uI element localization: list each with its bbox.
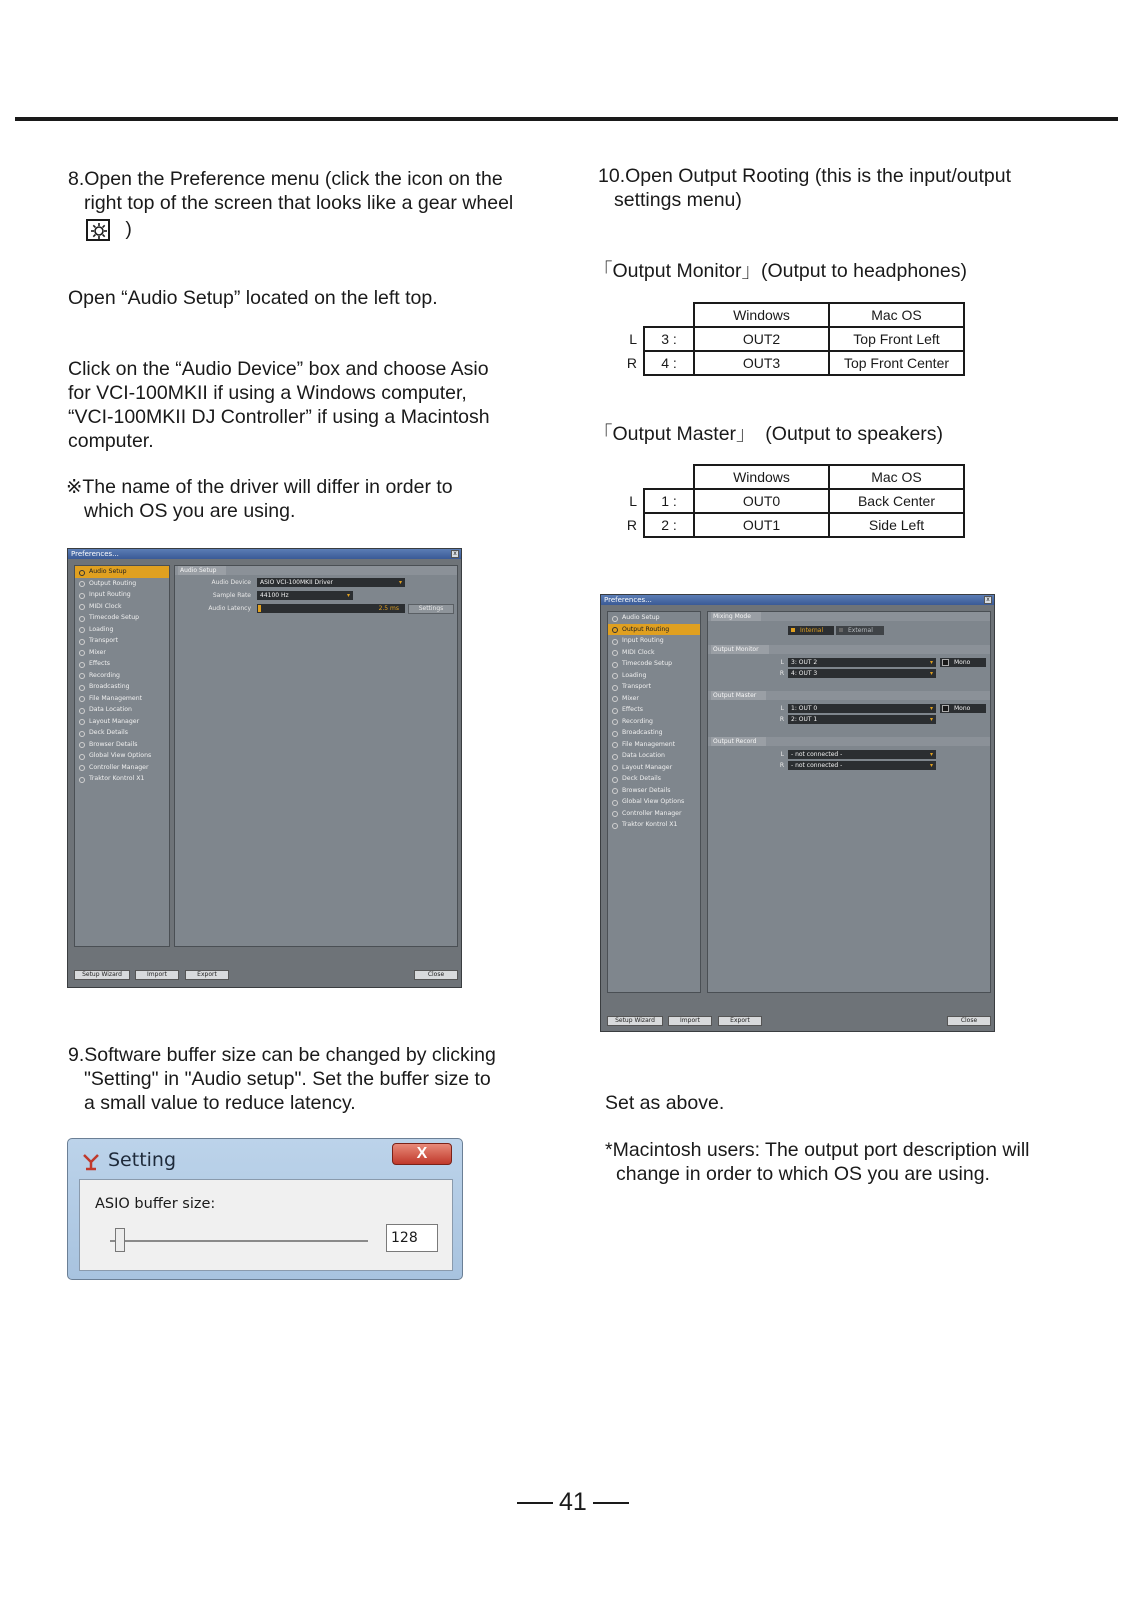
preferences-sidebar xyxy=(74,565,170,947)
chevron-down-icon: ▾ xyxy=(929,659,933,666)
driver-note: ※The name of the driver will differ in order to which OS you are using. xyxy=(66,476,453,522)
output-monitor-table xyxy=(622,302,965,376)
section-header: Output Record xyxy=(708,737,990,746)
step8-instruction: 8.Open the Preference menu (click the icon on the right top of the screen that looks like a gear wheel ) xyxy=(68,168,514,240)
app-logo-icon xyxy=(82,1151,100,1171)
sidebar-item-deck-details[interactable]: Deck Details xyxy=(75,727,169,739)
sidebar-item-input-routing[interactable]: Input Routing xyxy=(608,635,700,647)
sidebar-item-layout-manager[interactable]: Layout Manager xyxy=(608,762,700,774)
output-monitor-heading: 「Output Monitor」(Output to headphones) xyxy=(593,260,967,282)
sidebar-item-input-routing[interactable]: Input Routing xyxy=(75,589,169,601)
checkbox-icon xyxy=(942,705,949,712)
section-header: Output Monitor xyxy=(708,645,990,654)
chevron-down-icon: ▾ xyxy=(929,670,933,677)
table-row: L 1 : OUT0 Back Center xyxy=(622,489,964,513)
audio-device-label: Audio Device xyxy=(211,579,251,586)
section-header: Audio Setup xyxy=(175,566,457,575)
page-number-dash xyxy=(517,1502,553,1504)
sidebar-item-mixer[interactable]: Mixer xyxy=(75,647,169,659)
column-header-macos: Mac OS xyxy=(829,303,964,327)
sidebar-item-file-management[interactable]: File Management xyxy=(75,693,169,705)
audio-device-instruction: Click on the “Audio Device” box and choose Asio for VCI-100MKII if using a Windows computer, “VCI-100MKII DJ Controller” if using a Macintosh computer. xyxy=(68,358,490,452)
window-titlebar: Preferences... x xyxy=(601,595,994,605)
monitor-mono-toggle[interactable]: Mono xyxy=(940,658,986,667)
output-monitor-right-dropdown[interactable]: 4: OUT 3 ▾ xyxy=(788,669,936,678)
sidebar-item-recording[interactable]: Recording xyxy=(75,670,169,682)
sidebar-item-file-management[interactable]: File Management xyxy=(608,739,700,751)
settings-button[interactable]: Settings xyxy=(408,604,454,614)
chevron-down-icon: ▾ xyxy=(929,751,933,758)
chevron-down-icon: ▾ xyxy=(929,762,933,769)
sidebar-item-controller-manager[interactable]: Controller Manager xyxy=(608,808,700,820)
chevron-down-icon: ▾ xyxy=(929,705,933,712)
latency-slider-fill xyxy=(258,605,261,612)
sidebar-item-browser-details[interactable]: Browser Details xyxy=(608,785,700,797)
sidebar-item-broadcasting[interactable]: Broadcasting xyxy=(75,681,169,693)
close-button[interactable]: Close xyxy=(414,970,458,980)
output-master-right-dropdown[interactable]: 2: OUT 1 ▾ xyxy=(788,715,936,724)
sidebar-item-traktor-kontrol-x1[interactable]: Traktor Kontrol X1 xyxy=(75,773,169,785)
buffer-size-field[interactable]: 128 xyxy=(386,1224,438,1252)
toggle-indicator-icon xyxy=(791,628,795,632)
step10-instruction: 10.Open Output Rooting (this is the input/output settings menu) xyxy=(598,165,1012,211)
sidebar-item-deck-details[interactable]: Deck Details xyxy=(608,773,700,785)
output-monitor-left-dropdown[interactable]: 3: OUT 2 ▾ xyxy=(788,658,936,667)
gear-icon xyxy=(86,219,110,241)
close-button[interactable]: X xyxy=(392,1143,452,1165)
window-titlebar: Preferences... x xyxy=(68,549,461,559)
buffer-slider-track[interactable] xyxy=(110,1240,368,1242)
sample-rate-label: Sample Rate xyxy=(212,592,251,599)
audio-setup-instruction: Open “Audio Setup” located on the left top. xyxy=(68,287,438,309)
column-header-windows: Windows xyxy=(694,465,829,489)
output-record-right-dropdown[interactable]: - not connected - ▾ xyxy=(788,761,936,770)
buffer-slider-thumb[interactable] xyxy=(115,1228,125,1252)
setup-wizard-button[interactable]: Setup Wizard xyxy=(607,1016,663,1026)
header-rule xyxy=(15,117,1118,121)
output-routing-panel: Mixing Mode Internal External Output Monitor L 3: OUT 2 ▾ R 4: OUT 3 ▾ Mono Output Master L 1: OUT 0 ▾ R 2: OUT 1 ▾ Mono Output Record L - not connected - ▾ R - not connected - ▾ xyxy=(707,611,991,993)
sidebar-item-transport[interactable]: Transport xyxy=(75,635,169,647)
step9-instruction: 9.Software buffer size can be changed by clicking "Setting" in "Audio setup". Set the buffer size to a small value to reduce latency. xyxy=(68,1044,496,1114)
set-as-above-text: Set as above. xyxy=(605,1092,725,1114)
output-master-table xyxy=(622,464,965,538)
sidebar-item-timecode-setup[interactable]: Timecode Setup xyxy=(608,658,700,670)
chevron-down-icon: ▾ xyxy=(346,592,350,599)
chevron-down-icon: ▾ xyxy=(929,716,933,723)
sidebar-item-controller-manager[interactable]: Controller Manager xyxy=(75,762,169,774)
section-header: Mixing Mode xyxy=(708,612,990,621)
audio-latency-slider[interactable]: 2.5 ms xyxy=(257,604,405,613)
sidebar-item-timecode-setup[interactable]: Timecode Setup xyxy=(75,612,169,624)
column-header-windows: Windows xyxy=(694,303,829,327)
export-button[interactable]: Export xyxy=(718,1016,762,1026)
section-header: Output Master xyxy=(708,691,990,700)
mac-users-note: *Macintosh users: The output port description will change in order to which OS you are using. xyxy=(605,1139,1030,1185)
sidebar-item-output-routing[interactable]: Output Routing xyxy=(608,624,700,636)
output-master-left-dropdown[interactable]: 1: OUT 0 ▾ xyxy=(788,704,936,713)
dialog-body xyxy=(79,1179,453,1271)
sidebar-item-mixer[interactable]: Mixer xyxy=(608,693,700,705)
mixing-mode-internal-toggle[interactable]: Internal xyxy=(788,626,834,635)
sidebar-item-broadcasting[interactable]: Broadcasting xyxy=(608,727,700,739)
sidebar-item-effects[interactable]: Effects xyxy=(75,658,169,670)
audio-latency-label: Audio Latency xyxy=(208,605,251,612)
checkbox-icon xyxy=(942,659,949,666)
close-button[interactable]: Close xyxy=(947,1016,991,1026)
master-mono-toggle[interactable]: Mono xyxy=(940,704,986,713)
sidebar-item-loading[interactable]: Loading xyxy=(75,624,169,636)
table-row: L 3 : OUT2 Top Front Left xyxy=(622,327,964,351)
sidebar-item-loading[interactable]: Loading xyxy=(608,670,700,682)
audio-setup-panel xyxy=(174,565,458,947)
close-icon[interactable]: x xyxy=(451,550,459,558)
sidebar-item-transport[interactable]: Transport xyxy=(608,681,700,693)
sidebar-item-global-view-options[interactable]: Global View Options xyxy=(608,796,700,808)
setting-dialog xyxy=(67,1138,463,1280)
sidebar-item-traktor-kontrol-x1[interactable]: Traktor Kontrol X1 xyxy=(608,819,700,831)
preferences-window-audio xyxy=(67,548,462,988)
audio-device-dropdown[interactable]: ASIO VCI-100MKII Driver ▾ xyxy=(257,578,405,587)
column-header-macos: Mac OS xyxy=(829,465,964,489)
sidebar-item-browser-details[interactable]: Browser Details xyxy=(75,739,169,751)
chevron-down-icon: ▾ xyxy=(398,579,402,586)
export-button[interactable]: Export xyxy=(185,970,229,980)
sidebar-item-data-location[interactable]: Data Location xyxy=(608,750,700,762)
sidebar-item-output-routing[interactable]: Output Routing xyxy=(75,578,169,590)
close-icon[interactable]: x xyxy=(984,596,992,604)
sidebar-item-audio-setup[interactable]: Audio Setup xyxy=(608,612,700,624)
page-number: 41 xyxy=(517,1488,629,1517)
sidebar-item-layout-manager[interactable]: Layout Manager xyxy=(75,716,169,728)
sidebar-item-effects[interactable]: Effects xyxy=(608,704,700,716)
sidebar-item-audio-setup[interactable]: Audio Setup xyxy=(75,566,169,578)
setup-wizard-button[interactable]: Setup Wizard xyxy=(74,970,130,980)
sample-rate-dropdown[interactable]: 44100 Hz ▾ xyxy=(257,591,353,600)
sidebar-item-recording[interactable]: Recording xyxy=(608,716,700,728)
output-master-heading: 「Output Master」 (Output to speakers) xyxy=(593,423,944,445)
mixing-mode-external-toggle[interactable]: External xyxy=(836,626,884,635)
sidebar-item-midi-clock[interactable]: MIDI Clock xyxy=(608,647,700,659)
preferences-sidebar xyxy=(607,611,701,993)
table-row: R 2 : OUT1 Side Left xyxy=(622,513,964,537)
sidebar-item-data-location[interactable]: Data Location xyxy=(75,704,169,716)
toggle-indicator-icon xyxy=(839,628,843,632)
sidebar-item-midi-clock[interactable]: MIDI Clock xyxy=(75,601,169,613)
sidebar-item-global-view-options[interactable]: Global View Options xyxy=(75,750,169,762)
output-record-left-dropdown[interactable]: - not connected - ▾ xyxy=(788,750,936,759)
import-button[interactable]: Import xyxy=(135,970,179,980)
import-button[interactable]: Import xyxy=(668,1016,712,1026)
dialog-title: Setting xyxy=(108,1149,177,1171)
page-number-dash xyxy=(593,1502,629,1504)
preferences-window-routing xyxy=(600,594,995,1032)
asio-buffer-label: ASIO buffer size: xyxy=(95,1196,216,1212)
table-row: R 4 : OUT3 Top Front Center xyxy=(622,351,964,375)
